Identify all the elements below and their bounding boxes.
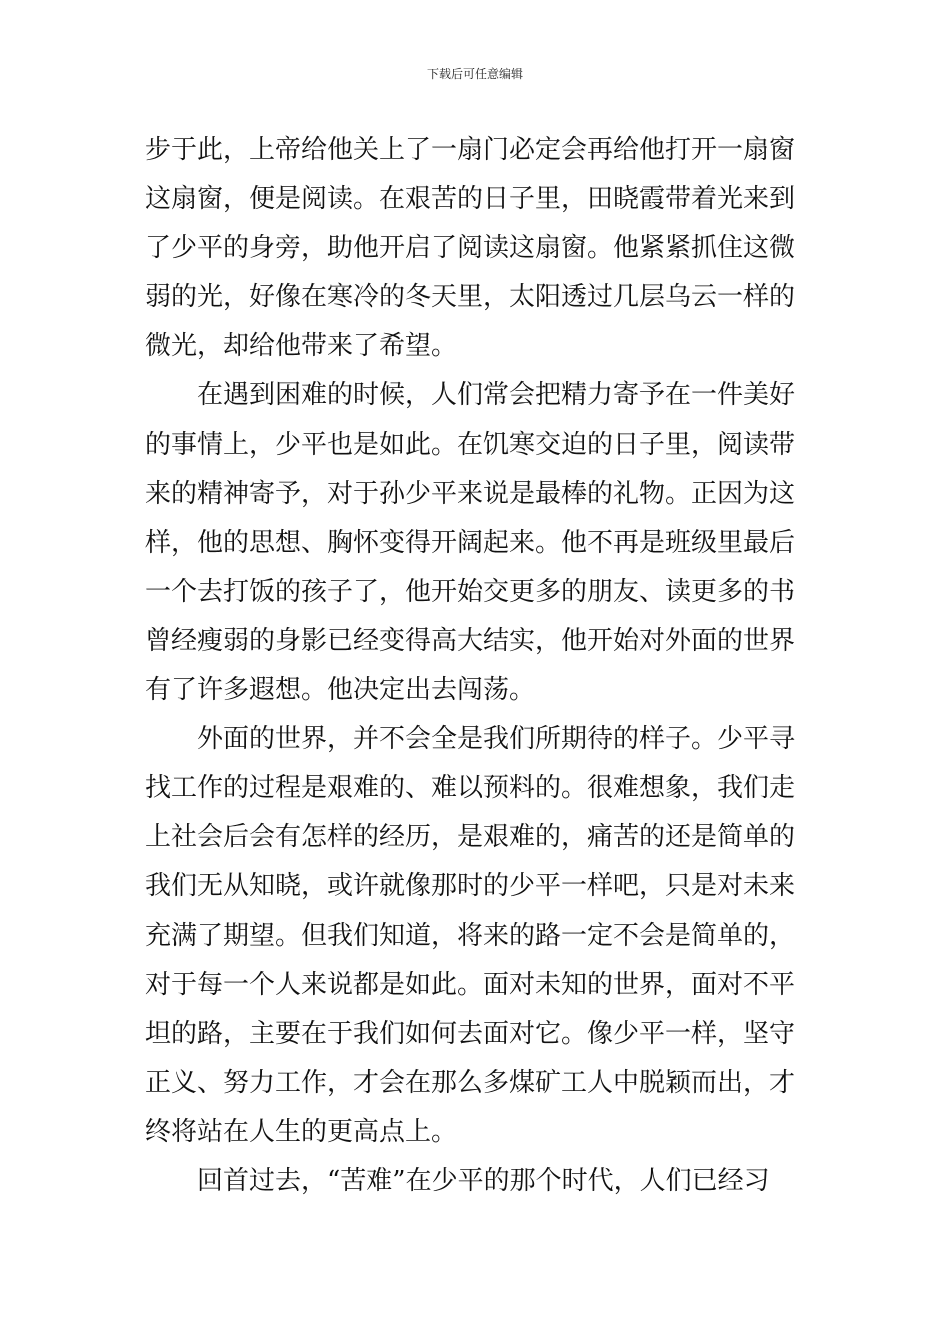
text-line: 曾经瘦弱的身影已经变得高大结实，他开始对外面的世界 — [145, 625, 796, 656]
text-line: 上社会后会有怎样的经历，是艰难的，痛苦的还是简单的 — [145, 822, 796, 853]
text-line: 样，他的思想、胸怀变得开阔起来。他不再是班级里最后 — [145, 527, 796, 558]
text-line: 正义、努力工作，才会在那么多煤矿工人中脱颖而出，才 — [145, 1067, 796, 1098]
text-line: 找工作的过程是艰难的、难以预料的。很难想象，我们走 — [145, 773, 796, 804]
text-line: 了少平的身旁，助他开启了阅读这扇窗。他紧紧抓住这微 — [145, 233, 796, 264]
text-line: 充满了期望。但我们知道，将来的路一定不会是简单的， — [145, 920, 796, 951]
text-line: 对于每一个人来说都是如此。面对未知的世界，面对不平 — [145, 969, 796, 1000]
text-line: 这扇窗，便是阅读。在艰苦的日子里，田晓霞带着光来到 — [145, 184, 796, 215]
text-line: 终将站在人生的更高点上。 — [145, 1116, 458, 1147]
text-line: 弱的光，好像在寒冷的冬天里，太阳透过几层乌云一样的 — [145, 282, 796, 313]
body-text — [145, 126, 810, 1206]
paragraph-first-line: 外面的世界，并不会全是我们所期待的样子。少平寻 — [197, 724, 796, 755]
text-line: 我们无从知晓，或许就像那时的少平一样吧，只是对未来 — [145, 871, 796, 902]
paragraph-first-line: 回首过去，“苦难”在少平的那个时代，人们已经习 — [197, 1165, 770, 1196]
text-line: 一个去打饭的孩子了，他开始交更多的朋友、读更多的书 — [145, 576, 796, 607]
text-line: 来的精神寄予，对于孙少平来说是最棒的礼物。正因为这 — [145, 478, 796, 509]
page-header: 下载后可任意编辑 — [426, 67, 523, 81]
text-line: 步于此，上帝给他关上了一扇门必定会再给他打开一扇窗 — [145, 135, 796, 165]
text-line: 微光，却给他带来了希望。 — [145, 331, 458, 362]
text-line: 坦的路，主要在于我们如何去面对它。像少平一样，坚守 — [145, 1018, 796, 1049]
text-line: 有了许多遐想。他决定出去闯荡。 — [145, 675, 536, 706]
paragraph-first-line: 在遇到困难的时候，人们常会把精力寄予在一件美好 — [197, 380, 796, 411]
text-line: 的事情上，少平也是如此。在饥寒交迫的日子里，阅读带 — [145, 429, 796, 460]
